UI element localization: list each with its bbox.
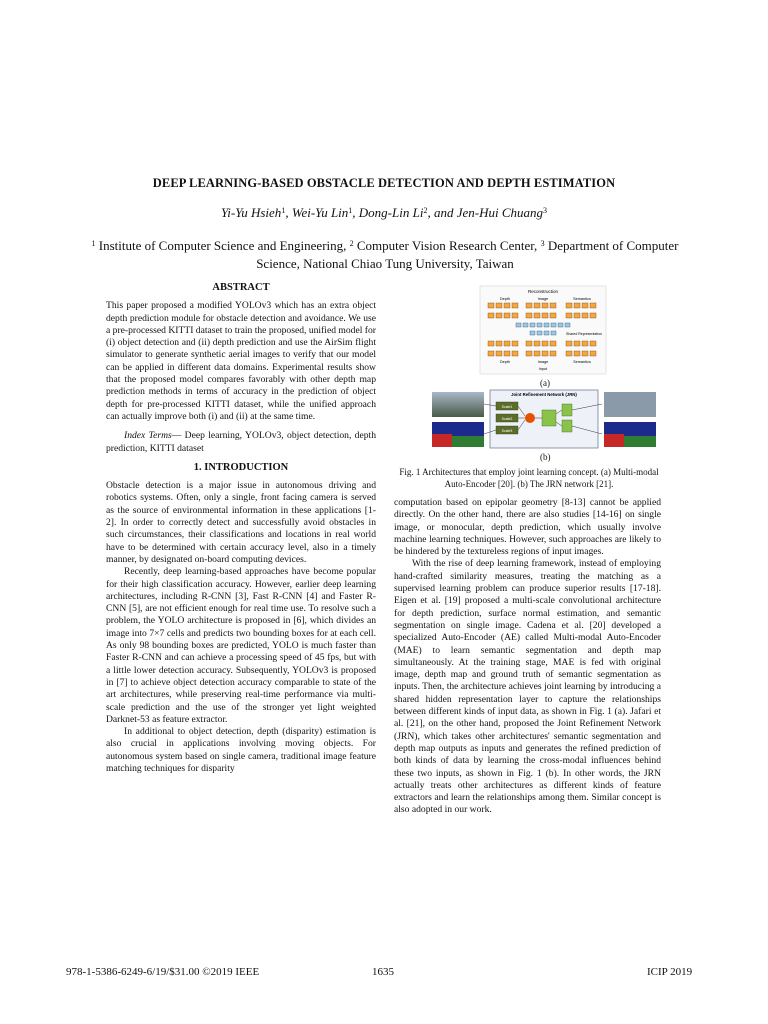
affiliations — [80, 235, 690, 273]
footer-conference: ICIP 2019 — [647, 966, 693, 978]
figure-label-b: (b) — [540, 452, 551, 462]
index-terms-text: — Deep learning, YOLOv3, object detection, depth prediction, KITTI dataset — [106, 430, 377, 454]
mae-diagram — [480, 286, 606, 374]
mae-col-label: Depth — [499, 297, 511, 301]
output-image-thumb — [604, 392, 656, 417]
mae-top-label: Reconstruction — [527, 289, 559, 294]
jrn-block-label: Scale1 — [501, 405, 513, 409]
figure-label-a: (a) — [540, 378, 550, 388]
index-terms-label: Index Terms — [124, 430, 172, 442]
abstract-text: This paper proposed a modified YOLOv3 which has an extra object depth prediction module for obstacle detection and avoidance. We use a pre-processed KITTI dataset to train the proposed, unified model for (i) object detection and (ii) depth prediction and use the AirSim flight simulator to generate synthetic aerial images to verify that our model can be applied in different data domains. Experimental results show that the proposed model compares favorably with other depth map prediction methods in terms of accuracy in the prediction of object depth for pre-processed KITTI dataset, while the unified approach can actually improve both (i) and (ii) at the same time. — [106, 300, 376, 422]
jrn-diagram — [432, 390, 656, 448]
author-sep: , and — [427, 205, 457, 220]
intro-paragraph: Recently, deep learning-based approaches have become popular for their high classification accuracy. However, earlier deep learning architectures, including R-CNN [3], Fast R-CNN [4] and Faster R-CNN [5], are not efficient enough for real time use. To resolve such a problem, the YOLO architecture is proposed in [6], which divides an image into 7×7 cells and predicts two bounding boxes for at each cell. As only 98 bounding boxes are predicted, YOLO is much faster than Faster R-CNN and can achieve a processing speed of 45 fps, but with a little lower detection accuracy. Subsequently, YOLOv3 is proposed in [7] to achieve object detection accuracy comparable to state of the art architectures, while preserving real-time performance via multi-scale prediction and the use of the stronger yet light weighted Darknet-53 as feature extractor. — [106, 566, 376, 725]
author-sep: , — [352, 205, 359, 220]
intro-paragraph: With the rise of deep learning framework, instead of employing hand-crafted similarity measures, treating the matching as a supervised learning problem can produce superior results [17-18]. Eigen et al. [19] proposed a multi-scale convolutional architecture for depth prediction, surface normal estimation, and semantic segmentation on single image. Cadena et al. [20] developed a specialized Auto-Encoder (AE) called Multi-modal Auto-Encoder (MAE) to learn semantic segmentation and depth map simultaneously. At the training stage, MAE is fed with original image, depth map and ground truth of semantic segmentation as inputs. Then, the architecture achieves joint learning by introducing a shared hidden representation layer to capture the relationships between different kinds of input data, as shown in Fig. 1 (a). Jafari et al. [21], on the other hand, proposed the Joint Refinement Network (JRN), which takes other architectures' semantic segmentation and depth map outputs as inputs and generates the refined prediction of both kinds of data by learning the cross-modal influences behind these two inputs, as shown in Fig. 1 (b). In other words, the JRN actually treats other architectures as different kinds of feature extractors and learn the relationships among them. Similar concept is also adopted in our work. — [394, 558, 661, 816]
intro-heading: 1. INTRODUCTION — [193, 461, 289, 473]
intro-paragraph: computation based on epipolar geometry [8-13] cannot be applied directly. On the other hand, there are also studies [14-16] on single image, or monocular, depth prediction, which usually involve machine learning techniques. However, such approaches are likely to be hindered by the textureless regions of input images. — [394, 497, 661, 558]
figure-caption: Fig. 1 Architectures that employ joint learning concept. (a) Multi-modal Auto-Encoder [20]. (b) The JRN network [21]. — [399, 467, 659, 489]
left-column — [106, 282, 376, 775]
affil-sup: 1 — [91, 239, 96, 248]
author-sup: 3 — [543, 206, 547, 215]
author-sup: 1 — [348, 206, 353, 215]
mae-col-label: Semantics — [573, 297, 591, 301]
author-name: Jen-Hui Chuang — [456, 205, 543, 220]
mae-bottom-col-label: Semantics — [573, 360, 591, 364]
affil-text: Department of Computer Science, National Chiao Tung University, Taiwan — [256, 238, 679, 271]
intro-paragraph: Obstacle detection is a major issue in autonomous driving and robotics systems. Often, only a single, front facing camera is served as the source of environmental information in these applications [1-2]. In order to correctly detect and successfully avoid obstacles in such circumstances, their classifications and locations in real world have to be determined with certain accuracy level, also in a timely manner, by designated on-board computing devices. — [106, 480, 376, 565]
author-name: Wei-Yu Lin — [291, 205, 349, 220]
author-sep: , — [285, 205, 292, 220]
paper-title: DEEP LEARNING-BASED OBSTACLE DETECTION AND DEPTH ESTIMATION — [152, 176, 616, 190]
abstract-heading: ABSTRACT — [212, 282, 270, 293]
footer-copyright: 978-1-5386-6249-6/19/$31.00 ©2019 IEEE — [66, 966, 260, 978]
jrn-block-label: Scale2 — [501, 417, 513, 421]
mae-col-label: Image — [537, 297, 549, 301]
author-sup: 2 — [423, 206, 428, 215]
mae-shared-label: Shared Representation — [566, 332, 602, 336]
author-list — [0, 205, 768, 221]
jrn-block-label: Scale3 — [501, 429, 513, 433]
affil-sup: 2 — [349, 239, 354, 248]
mae-bottom-col-label: Image — [537, 360, 549, 364]
index-terms — [106, 430, 376, 455]
footer-page-number: 1635 — [372, 966, 394, 978]
affil-text: Computer Vision Research Center, — [353, 238, 541, 253]
author-sup: 1 — [281, 206, 286, 215]
jrn-fusion-node — [525, 413, 535, 423]
mae-bottom-col-label: Depth — [499, 360, 511, 364]
figure-1 — [430, 284, 660, 462]
mae-input-label: Input — [538, 367, 548, 371]
right-column — [394, 497, 661, 817]
author-name: Yi-Yu Hsieh — [220, 205, 282, 220]
figure-1-diagram — [430, 284, 660, 462]
intro-paragraph: In additional to object detection, depth (disparity) estimation is also crucial in applications involving moving objects. For autonomous system based on single camera, traditional image feature matching techniques for disparity — [106, 726, 376, 774]
jrn-title: Joint Refinement Network (JRN) — [511, 392, 577, 397]
affil-text: Institute of Computer Science and Engineering, — [95, 238, 350, 253]
author-name: Dong-Lin Li — [358, 205, 424, 220]
affil-sup: 3 — [540, 239, 545, 248]
